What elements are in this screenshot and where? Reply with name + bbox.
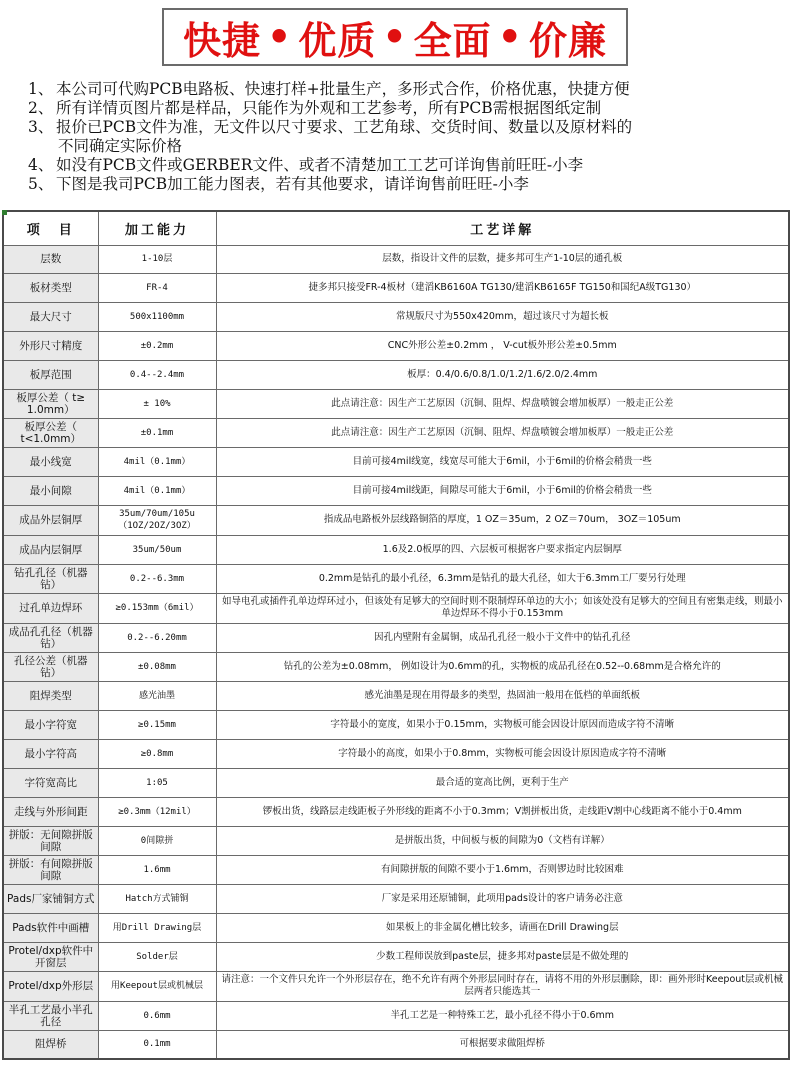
detail-cell: 此点请注意：因生产工艺原因（沉铜、阻焊、焊盘喷镀会增加板厚）一般走正公差 [216,418,789,447]
table-row [3,971,789,1001]
header-item: 项 目 [3,211,98,245]
detail-cell: 常规版尺寸为550x420mm，超过该尺寸为超长板 [216,302,789,331]
table-row [3,710,789,739]
table-row [3,797,789,826]
capability-cell: 0.2--6.20mm [98,623,216,652]
table-row [3,1030,789,1059]
capability-cell: 4mil（0.1mm） [98,447,216,476]
capability-cell: 1-10层 [98,245,216,273]
detail-cell: 层数，指设计文件的层数，捷多邦可生产1-10层的通孔板 [216,245,789,273]
capability-cell: ±0.1mm [98,418,216,447]
detail-cell: 锣板出货，线路层走线距板子外形线的距离不小于0.3mm；V割拼板出货，走线距V割中心线距离不能小于0.4mm [216,797,789,826]
notes-list [28,80,778,194]
item-cell: 最小字符高 [3,739,98,768]
item-cell: 层数 [3,245,98,273]
table-row [3,564,789,593]
detail-cell: 感光油墨是现在用得最多的类型，热固油一般用在低档的单面纸板 [216,681,789,710]
detail-cell: 捷多邦只接受FR-4板材（建滔KB6160A TG130/建滔KB6165F TG150和国纪A级TG130） [216,273,789,302]
detail-cell: 最合适的宽高比例，更利于生产 [216,768,789,797]
item-cell: 成品孔孔径（机器钻） [3,623,98,652]
item-cell: Protel/dxp外形层 [3,971,98,1001]
note-line [28,99,778,118]
item-cell: 钻孔孔径（机器钻） [3,564,98,593]
table-row [3,652,789,681]
table-row [3,913,789,942]
detail-cell: 请注意：一个文件只允许一个外形层存在，绝不允许有两个外形层同时存在，请将不用的外形层删除，即：画外形时Keepout层或机械层两者只能选其一 [216,971,789,1001]
item-cell: 板材类型 [3,273,98,302]
corner-marker [2,210,7,215]
capability-cell: ≥0.153mm（6mil） [98,593,216,623]
note-text: 不同确定实际价格 [58,137,183,155]
detail-cell: 如果板上的非金属化槽比较多，请画在Drill Drawing层 [216,913,789,942]
item-cell: 外形尺寸精度 [3,331,98,360]
capability-cell: ±0.08mm [98,652,216,681]
item-cell: 最大尺寸 [3,302,98,331]
header-detail: 工艺详解 [216,211,789,245]
capability-cell: Solder层 [98,942,216,971]
table-row [3,942,789,971]
table-row [3,623,789,652]
capability-cell: ≥0.15mm [98,710,216,739]
capability-cell: Hatch方式铺铜 [98,884,216,913]
table-row [3,331,789,360]
capability-cell: 0.1mm [98,1030,216,1059]
table-row [3,1001,789,1030]
note-number: 4、 [28,156,54,174]
note-line [28,118,778,137]
note-number: 3、 [28,118,54,136]
table-row [3,302,789,331]
item-cell: 拼版：有间隙拼版间隙 [3,855,98,884]
table-row [3,768,789,797]
capability-cell: 用Keepout层或机械层 [98,971,216,1001]
capability-table-wrapper [2,210,788,1060]
detail-cell: 有间隙拼版的间隙不要小于1.6mm，否则锣边时比较困难 [216,855,789,884]
detail-cell: 钻孔的公差为±0.08mm， 例如设计为0.6mm的孔，实物板的成品孔径在0.52--0.68mm是合格允许的 [216,652,789,681]
detail-cell: 半孔工艺是一种特殊工艺，最小孔径不得小于0.6mm [216,1001,789,1030]
capability-cell: 感光油墨 [98,681,216,710]
capability-cell: 0.2--6.3mm [98,564,216,593]
header-capability: 加工能力 [98,211,216,245]
note-line [28,175,778,194]
table-row [3,476,789,505]
detail-cell: 板厚：0.4/0.6/0.8/1.0/1.2/1.6/2.0/2.4mm [216,360,789,389]
detail-cell: 字符最小的宽度，如果小于0.15mm，实物板可能会因设计原因而造成字符不清晰 [216,710,789,739]
table-row [3,245,789,273]
capability-cell: 35um/50um [98,535,216,564]
slogan-part: 快捷 [183,18,262,63]
detail-cell: 指成品电路板外层线路铜箔的厚度，1 OZ＝35um，2 OZ＝70um， 3OZ＝105um [216,505,789,535]
item-cell: 板厚公差（ t≥ 1.0mm） [3,389,98,418]
detail-cell: 厂家是采用还原铺铜，此项用pads设计的客户请务必注意 [216,884,789,913]
capability-cell: FR-4 [98,273,216,302]
detail-cell: 1.6及2.0板厚的四、六层板可根据客户要求指定内层铜厚 [216,535,789,564]
table-row [3,681,789,710]
capability-table [2,210,790,1060]
item-cell: 字符宽高比 [3,768,98,797]
capability-cell: 35um/70um/105u （1OZ/2OZ/3OZ） [98,505,216,535]
detail-cell: 是拼版出货，中间板与板的间隙为0（文档有详解） [216,826,789,855]
note-text: 所有详情页图片都是样品，只能作为外观和工艺参考，所有PCB需根据图纸定制 [56,99,602,117]
table-row [3,418,789,447]
item-cell: 成品内层铜厚 [3,535,98,564]
table-row [3,535,789,564]
capability-cell: 0.4--2.4mm [98,360,216,389]
capability-cell: 1.6mm [98,855,216,884]
detail-cell: 0.2mm是钻孔的最小孔径，6.3mm是钻孔的最大孔径，如大于6.3mm工厂要另行处理 [216,564,789,593]
capability-cell: ≥0.3mm（12mil） [98,797,216,826]
note-line [28,156,778,175]
slogan-separator: • [267,15,293,59]
item-cell: 过孔单边焊环 [3,593,98,623]
detail-cell: 因孔内壁附有金属铜，成品孔孔径一般小于文件中的钻孔孔径 [216,623,789,652]
banner-area [0,0,790,78]
note-line [28,137,778,156]
slogan-part: 全面 [413,18,492,63]
item-cell: 拼版：无间隙拼版间隙 [3,826,98,855]
detail-cell: 字符最小的高度，如果小于0.8mm，实物板可能会因设计原因造成字符不清晰 [216,739,789,768]
capability-cell: ≥0.8mm [98,739,216,768]
note-number: 1、 [28,80,54,98]
slogan-banner [162,8,628,66]
note-number: 5、 [28,175,54,193]
capability-cell: 500x1100mm [98,302,216,331]
note-text: 下图是我司PCB加工能力图表，若有其他要求，请详询售前旺旺-小李 [56,175,529,193]
table-row [3,739,789,768]
note-line [28,80,778,99]
note-text: 本公司可代购PCB电路板、快速打样+批量生产，多形式合作，价格优惠，快捷方便 [56,80,630,98]
detail-cell: 如导电孔或插件孔单边焊环过小，但该处有足够大的空间时则不限制焊环单边的大小；如该处没有足够大的空间且有密集走线，则最小单边焊环不得小于0.153mm [216,593,789,623]
item-cell: 最小线宽 [3,447,98,476]
detail-cell: 目前可接4mil线距，间隙尽可能大于6mil，小于6mil的价格会稍贵一些 [216,476,789,505]
slogan-part: 优质 [298,18,377,63]
item-cell: Protel/dxp软件中开窗层 [3,942,98,971]
capability-cell: 4mil（0.1mm） [98,476,216,505]
table-row [3,826,789,855]
table-row [3,884,789,913]
capability-cell: ± 10% [98,389,216,418]
table-row [3,360,789,389]
item-cell: 最小间隙 [3,476,98,505]
item-cell: 板厚范围 [3,360,98,389]
table-row [3,389,789,418]
item-cell: Pads软件中画槽 [3,913,98,942]
item-cell: 最小字符宽 [3,710,98,739]
detail-cell: 此点请注意：因生产工艺原因（沉铜、阻焊、焊盘喷镀会增加板厚）一般走正公差 [216,389,789,418]
item-cell: 成品外层铜厚 [3,505,98,535]
note-text: 如没有PCB文件或GERBER文件、或者不清楚加工工艺可详询售前旺旺-小李 [56,156,584,174]
table-row [3,447,789,476]
detail-cell: 少数工程师误放到paste层，捷多邦对paste层是不做处理的 [216,942,789,971]
note-text: 报价已PCB文件为准，无文件以尺寸要求、工艺角球、交货时间、数量以及原材料的 [56,118,633,136]
slogan-separator: • [382,15,408,59]
capability-cell: 0.6mm [98,1001,216,1030]
slogan-part: 价廉 [528,18,607,63]
capability-cell: 0间隙拼 [98,826,216,855]
capability-cell: 用Drill Drawing层 [98,913,216,942]
detail-cell: CNC外形公差±0.2mm ， V-cut板外形公差±0.5mm [216,331,789,360]
item-cell: Pads厂家铺铜方式 [3,884,98,913]
item-cell: 孔径公差（机器钻） [3,652,98,681]
table-row [3,593,789,623]
capability-cell: ±0.2mm [98,331,216,360]
slogan-separator: • [497,15,523,59]
item-cell: 走线与外形间距 [3,797,98,826]
detail-cell: 可根据要求做阻焊桥 [216,1030,789,1059]
capability-cell: 1:05 [98,768,216,797]
item-cell: 板厚公差（ t<1.0mm） [3,418,98,447]
item-cell: 阻焊类型 [3,681,98,710]
table-header-row [3,211,789,245]
detail-cell: 目前可接4mil线宽，线宽尽可能大于6mil，小于6mil的价格会稍贵一些 [216,447,789,476]
table-row [3,505,789,535]
note-number: 2、 [28,99,54,117]
item-cell: 阻焊桥 [3,1030,98,1059]
item-cell: 半孔工艺最小半孔孔径 [3,1001,98,1030]
table-row [3,855,789,884]
table-body [3,245,789,1059]
table-row [3,273,789,302]
